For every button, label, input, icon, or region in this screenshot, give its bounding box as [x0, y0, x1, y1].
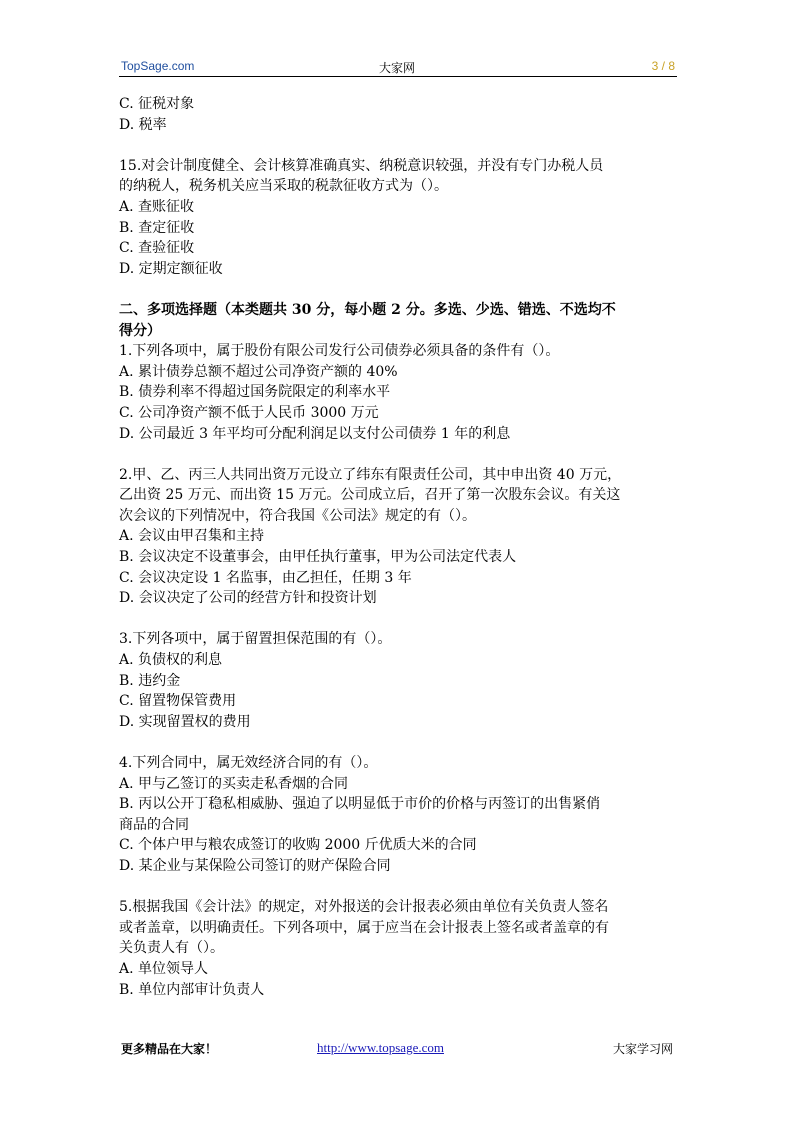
question-stem: 5.根据我国《会计法》的规定，对外报送的会计报表必须由单位有关负责人签名: [119, 899, 609, 916]
option-a: A. 负债权的利息: [119, 652, 223, 669]
question-stem: 乙出资 25 万元、而出资 15 万元。公司成立后，召开了第一次股东会议。有关这: [119, 487, 621, 504]
option-b: B. 查定征收: [119, 219, 195, 236]
option-c: C. 公司净资产额不低于人民币 3000 万元: [119, 404, 379, 421]
question-stem: 1.下列各项中，属于股份有限公司发行公司债券必须具备的条件有（）。: [119, 343, 560, 360]
option-b: B. 会议决定不设董事会，由甲任执行董事，甲为公司法定代表人: [119, 549, 517, 566]
footer-site-name: 大家学习网: [612, 1042, 673, 1056]
section-heading: 二、多项选择题（本类题共 30 分，每小题 2 分。多选、少选、错选、不选均不: [119, 301, 616, 318]
site-link[interactable]: TopSage.com: [121, 59, 195, 73]
question-stem: 2.甲、乙、丙三人共同出资万元设立了纬东有限责任公司，其中申出资 40 万元，: [119, 466, 622, 483]
option-d: D. 某企业与某保险公司签订的财产保险合同: [119, 857, 391, 874]
option-a: A. 单位领导人: [119, 960, 209, 977]
option-a: A. 甲与乙签订的买卖走私香烟的合同: [119, 775, 349, 792]
option-a: A. 会议由甲召集和主持: [119, 528, 265, 545]
option-a: A. 累计债券总额不超过公司净资产额的 40%: [119, 363, 398, 380]
document-body: [119, 94, 679, 1000]
question-stem: 3.下列各项中，属于留置担保范围的有（）。: [119, 631, 392, 648]
option-d: D. 公司最近 3 年平均可分配利润足以支付公司债券 1 年的利息: [119, 425, 511, 442]
question-stem: 4.下列合同中，属无效经济合同的有（）。: [119, 755, 378, 771]
page-header: [119, 58, 677, 77]
question-stem: 15.对会计制度健全、会计核算准确真实、纳税意识较强，并没有专门办税人员: [119, 157, 604, 174]
option-c: C. 征税对象: [119, 96, 195, 112]
option-c: C. 查验征收: [119, 240, 195, 257]
page-footer: [119, 1040, 677, 1060]
option-b: B. 违约金: [119, 672, 181, 689]
option-b: B. 债券利率不得超过国务院限定的利率水平: [119, 384, 391, 401]
option-c: C. 个体户甲与粮农成签订的收购 2000 斤优质大米的合同: [119, 837, 477, 854]
section-heading: 得分）: [119, 322, 161, 339]
question-stem: 或者盖章，以明确责任。下列各项中，属于应当在会计报表上签名或者盖章的有: [119, 919, 609, 936]
option-a: A. 查账征收: [119, 198, 195, 215]
option-b: B. 丙以公开丁稳私相威胁、强迫了以明显低于市价的价格与丙签订的出售紧俏: [119, 796, 601, 813]
footer-slogan: 更多精品在大家！: [121, 1042, 218, 1056]
question-stem: 次会议的下列情况中，符合我国《公司法》规定的有（）。: [119, 507, 476, 524]
option-b: B. 单位内部审计负责人: [119, 981, 265, 998]
question-stem: 的纳税人，税务机关应当采取的税款征收方式为（）。: [119, 178, 448, 195]
option-c: C. 留置物保管费用: [119, 693, 237, 710]
option-d: D. 实现留置权的费用: [119, 713, 251, 730]
option-d: D. 税率: [119, 116, 167, 133]
option-c: C. 会议决定设 1 名监事，由乙担任，任期 3 年: [119, 569, 412, 586]
option-d: D. 定期定额征收: [119, 260, 223, 277]
option-b: 商品的合同: [119, 816, 189, 833]
question-stem: 关负责人有（）。: [119, 940, 224, 957]
header-title: 大家网: [379, 61, 416, 75]
option-d: D. 会议决定了公司的经营方针和投资计划: [119, 590, 377, 607]
page-number: 3 / 8: [651, 59, 675, 73]
footer-link[interactable]: http://www.topsage.com: [317, 1040, 444, 1055]
